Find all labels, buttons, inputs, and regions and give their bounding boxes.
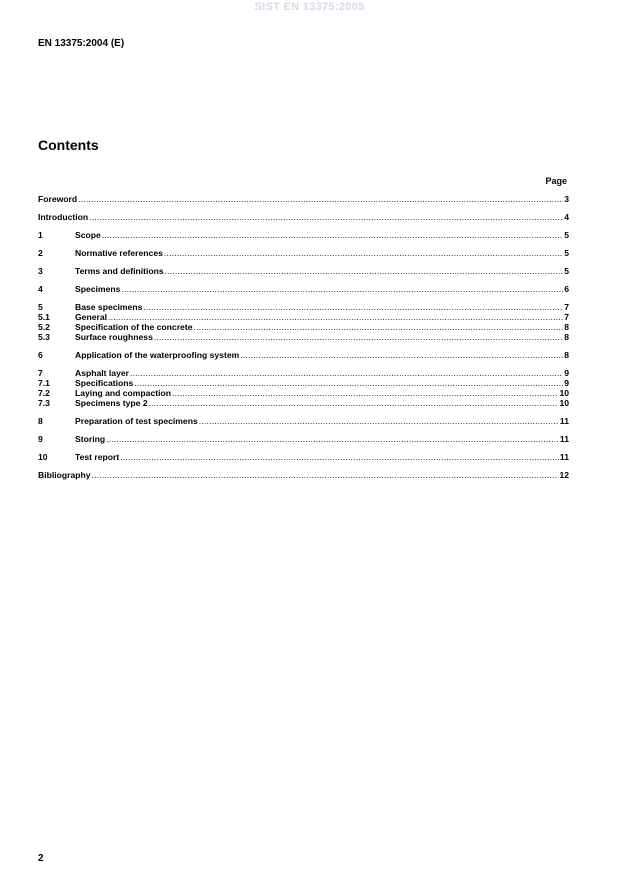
toc-entry-general[interactable] [38,312,569,322]
toc-entry-specimens-type-2[interactable] [38,398,569,408]
toc-entry-number: 1 [38,230,43,240]
toc-entry-number: 6 [38,350,43,360]
toc-entry-laying-and-compaction[interactable] [38,388,569,398]
toc-entry-title: Surface roughness [75,332,153,342]
toc-entry-title: Specification of the concrete [75,322,193,332]
toc-leader-dots [199,416,559,426]
toc-entry-title: Scope [75,230,101,240]
toc-entry-normative-references[interactable] [38,248,569,258]
toc-entry-page: 10 [559,398,569,408]
toc-leader-dots [106,434,559,444]
toc-entry-title: Terms and definitions [75,266,164,276]
toc-entry-title: Specifications [75,378,134,388]
toc-entry-page: 11 [559,452,569,462]
toc-entry-page: 7 [564,302,569,312]
toc-entry-page: 11 [559,416,569,426]
toc-leader-dots [121,284,563,294]
toc-entry-page: 5 [564,248,569,258]
toc-entry-title: Application of the waterproofing system [75,350,240,360]
toc-entry-page: 9 [564,378,569,388]
toc-entry-title: General [75,312,108,322]
toc-entry-title: Introduction [38,212,89,222]
toc-entry-title: Base specimens [75,302,143,312]
toc-entry-title: Specimens type 2 [75,398,148,408]
toc-leader-dots [120,452,559,462]
toc-entry-specimens[interactable] [38,284,569,294]
toc-entry-number: 5.2 [38,322,50,332]
page-column-label: Page [545,176,567,186]
document-id-header: EN 13375:2004 (E) [38,38,125,49]
toc-leader-dots [143,302,563,312]
watermark: SIST EN 13375:2005 [254,1,365,13]
table-of-contents [38,194,569,480]
toc-entry-surface-roughness[interactable] [38,332,569,342]
toc-entry-page: 7 [564,312,569,322]
toc-entry-number: 8 [38,416,43,426]
toc-entry-title: Asphalt layer [75,368,129,378]
toc-entry-page: 10 [559,388,569,398]
toc-entry-page: 4 [564,212,569,222]
toc-entry-page: 12 [559,470,569,480]
toc-entry-base-specimens[interactable] [38,302,569,312]
toc-entry-page: 3 [564,194,569,204]
toc-entry-number: 2 [38,248,43,258]
toc-entry-foreword[interactable] [38,194,569,204]
contents-heading: Contents [38,137,99,153]
toc-entry-bibliography[interactable] [38,470,569,480]
toc-entry-number: 7.2 [38,388,50,398]
toc-leader-dots [130,368,563,378]
toc-leader-dots [92,470,559,480]
toc-entry-page: 8 [564,332,569,342]
toc-entry-preparation-of-test-specimens[interactable] [38,416,569,426]
toc-leader-dots [193,322,563,332]
toc-entry-terms-and-definitions[interactable] [38,266,569,276]
toc-entry-number: 9 [38,434,43,444]
page-number: 2 [38,853,44,864]
toc-entry-application-of-waterproofing-system[interactable] [38,350,569,360]
toc-entry-title: Test report [75,452,120,462]
toc-entry-page: 8 [564,350,569,360]
toc-entry-introduction[interactable] [38,212,569,222]
toc-entry-number: 3 [38,266,43,276]
toc-entry-number: 4 [38,284,43,294]
toc-entry-title: Storing [75,434,106,444]
toc-entry-scope[interactable] [38,230,569,240]
toc-entry-title: Laying and compaction [75,388,171,398]
toc-entry-number: 7 [38,368,43,378]
toc-entry-page: 9 [564,368,569,378]
toc-entry-number: 5.3 [38,332,50,342]
toc-leader-dots [108,312,563,322]
toc-entry-page: 5 [564,230,569,240]
toc-leader-dots [149,398,559,408]
toc-entry-page: 5 [564,266,569,276]
toc-leader-dots [172,388,558,398]
toc-leader-dots [134,378,563,388]
toc-entry-storing[interactable] [38,434,569,444]
toc-entry-asphalt-layer[interactable] [38,368,569,378]
toc-entry-page: 6 [564,284,569,294]
toc-entry-number: 5.1 [38,312,50,322]
toc-entry-test-report[interactable] [38,452,569,462]
toc-entry-specifications[interactable] [38,378,569,388]
toc-entry-number: 10 [38,452,48,462]
toc-leader-dots [89,212,563,222]
toc-entry-title: Bibliography [38,470,91,480]
toc-entry-title: Normative references [75,248,163,258]
toc-entry-specification-of-the-concrete[interactable] [38,322,569,332]
toc-leader-dots [102,230,563,240]
toc-entry-number: 7.1 [38,378,50,388]
toc-entry-number: 5 [38,302,43,312]
toc-leader-dots [165,266,564,276]
toc-entry-page: 8 [564,322,569,332]
toc-leader-dots [240,350,563,360]
toc-entry-title: Foreword [38,194,78,204]
toc-leader-dots [154,332,563,342]
toc-entry-page: 11 [559,434,569,444]
toc-entry-title: Specimens [75,284,121,294]
toc-leader-dots [164,248,563,258]
toc-entry-title: Preparation of test specimens [75,416,198,426]
toc-leader-dots [78,194,563,204]
toc-entry-number: 7.3 [38,398,50,408]
